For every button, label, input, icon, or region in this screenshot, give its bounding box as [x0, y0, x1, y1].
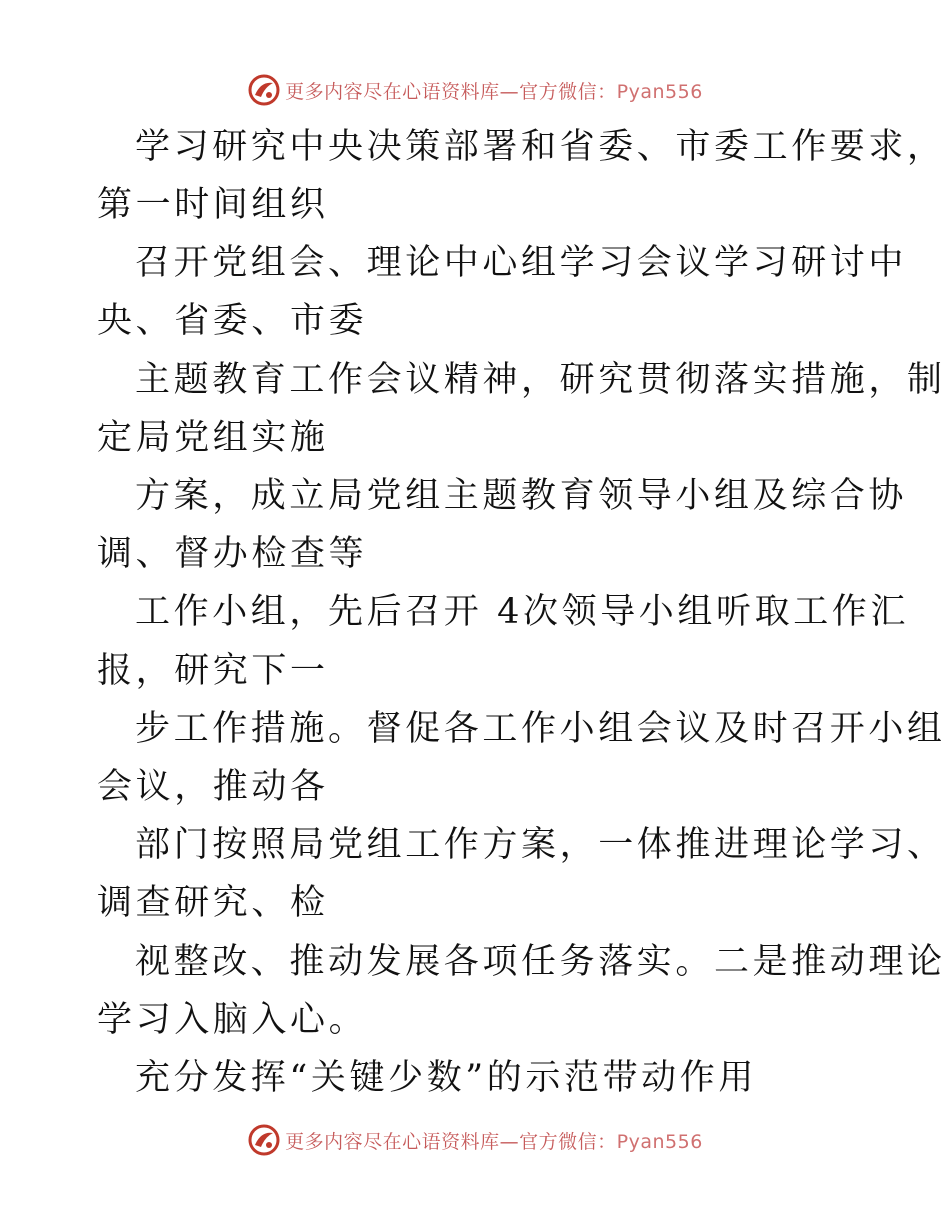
body-line: 部门按照局党组工作方案，一体推进理论学习、 — [135, 825, 946, 865]
body-line: 定局党组实施 — [97, 418, 329, 458]
body-line: 步工作措施。督促各工作小组会议及时召开小组 — [135, 709, 946, 749]
body-line: 方案，成立局党组主题教育领导小组及综合协 — [135, 476, 908, 516]
watermark-wechat-id: Pyan556 — [616, 1130, 703, 1153]
header-watermark — [0, 70, 950, 110]
body-line: 央、省委、市委 — [97, 301, 368, 341]
red-seal-logo-icon — [247, 1123, 281, 1157]
body-line: 报，研究下一 — [97, 651, 329, 691]
body-line: 调查研究、检 — [97, 883, 329, 923]
body-line: 学习入脑入心。 — [97, 1000, 368, 1040]
body-line: 工作小组，先后召开 4次领导小组听取工作汇 — [135, 592, 909, 632]
watermark-text: 更多内容尽在心语资料库—官方微信：Pyan556 — [285, 80, 703, 103]
watermark-wechat-id: Pyan556 — [616, 80, 703, 103]
footer-watermark — [0, 1120, 950, 1160]
watermark-text: 更多内容尽在心语资料库—官方微信：Pyan556 — [285, 1130, 703, 1153]
body-line: 调、督办检查等 — [97, 534, 368, 574]
body-line: 充分发挥“关键少数”的示范带动作用 — [135, 1058, 757, 1098]
body-line: 会议，推动各 — [97, 767, 329, 807]
body-line: 主题教育工作会议精神，研究贯彻落实措施，制 — [135, 360, 946, 400]
red-seal-logo-icon — [247, 73, 281, 107]
body-line: 学习研究中央决策部署和省委、市委工作要求， — [135, 127, 946, 167]
body-line: 召开党组会、理论中心组学习会议学习研讨中 — [135, 243, 908, 283]
body-line: 第一时间组织 — [97, 185, 329, 225]
body-line: 视整改、推动发展各项任务落实。二是推动理论 — [135, 942, 946, 982]
